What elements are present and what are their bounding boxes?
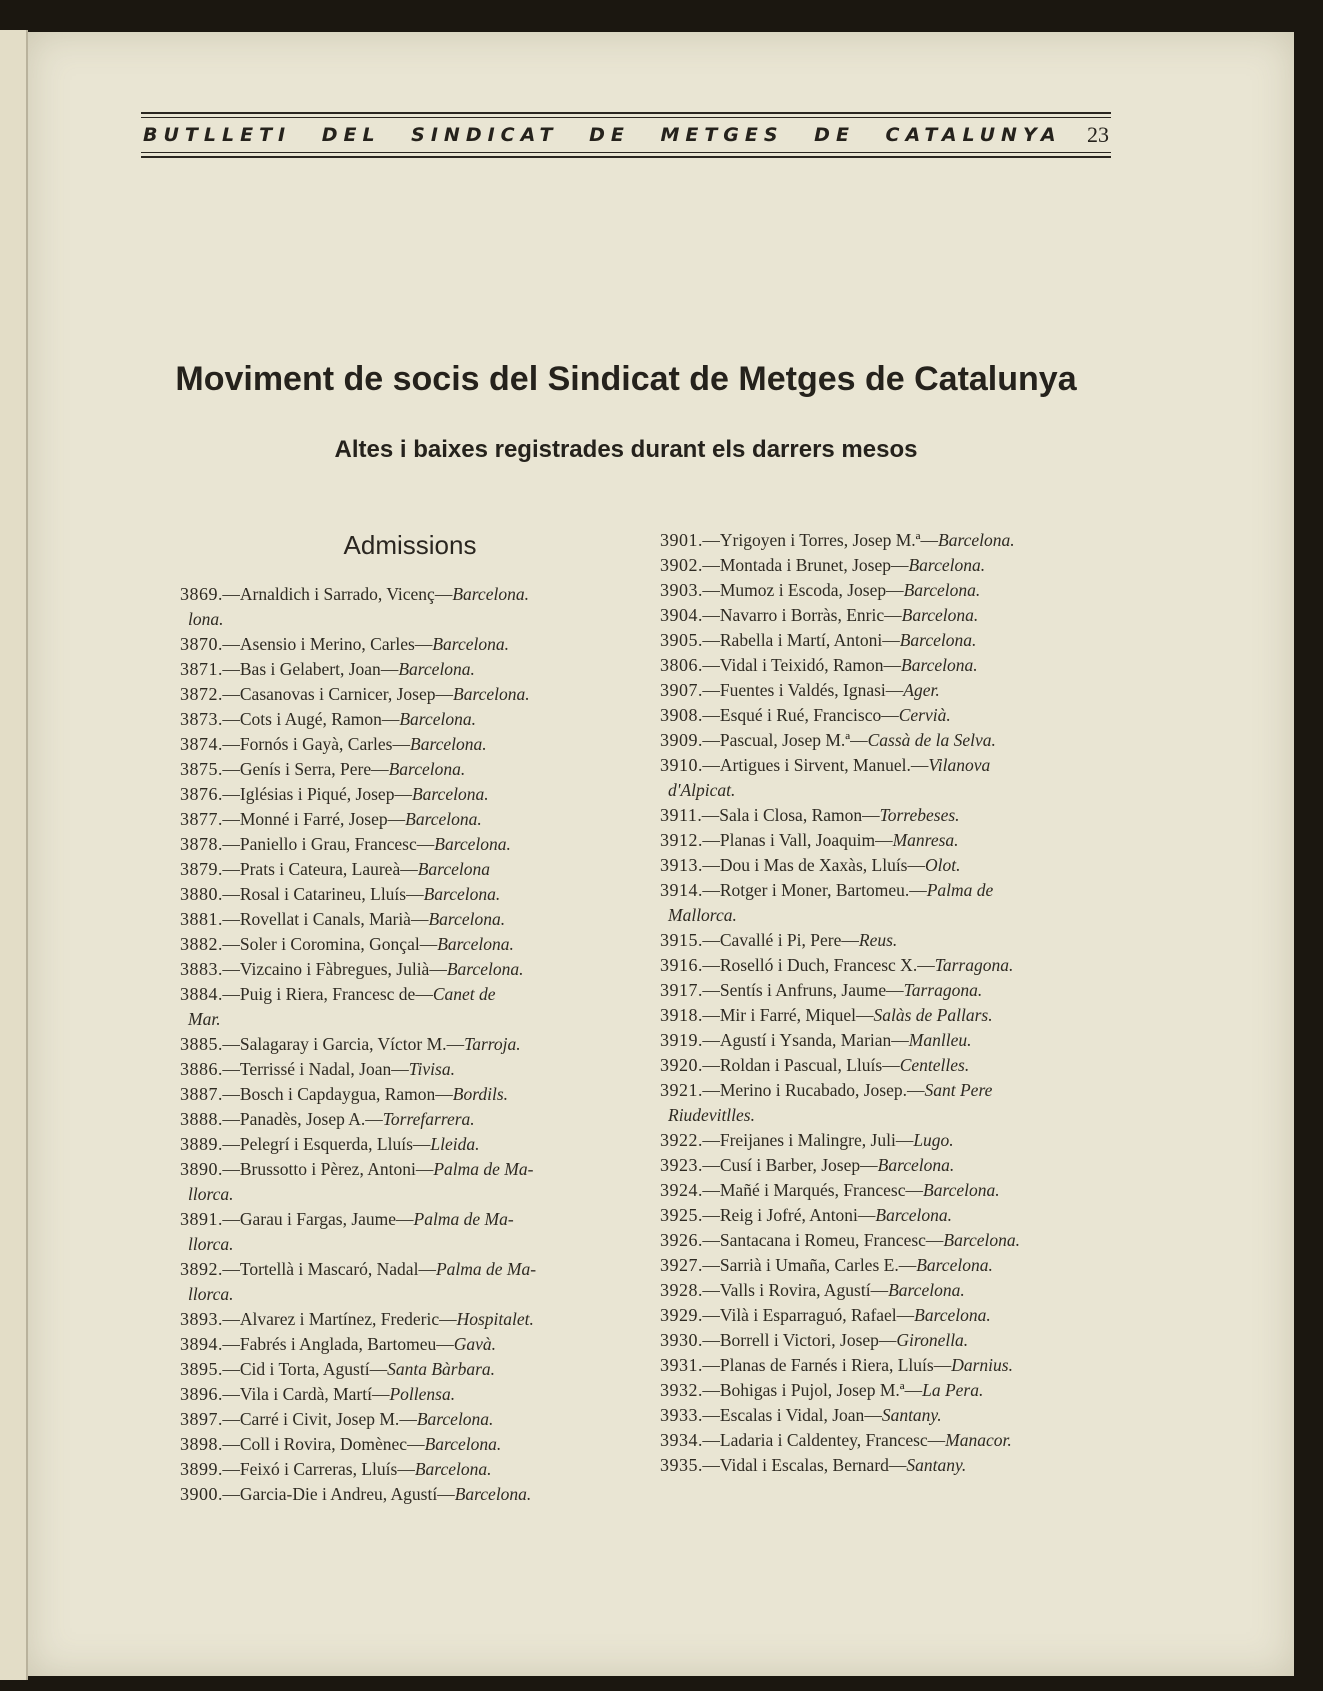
member-place: Barcelona. [414, 1459, 492, 1479]
member-number: 3898 [180, 1434, 218, 1454]
member-place: Tarragona. [903, 980, 983, 1000]
member-number: 3889 [180, 1134, 218, 1154]
member-name: Escalas i Vidal, Joan [719, 1405, 865, 1425]
member-name: Tortellà i Mascaró, Nadal [239, 1259, 419, 1279]
member-name: Asensio i Merino, Carles [239, 634, 415, 654]
member-place: Manresa. [892, 830, 959, 850]
section-heading-admissions: Admissions [343, 530, 477, 560]
member-name: Cots i Augé, Ramon [239, 709, 382, 729]
member-place: Palma de [926, 880, 994, 900]
member-number: 3894 [180, 1334, 218, 1354]
member-name: Vidal i Teixidó, Ramon [719, 655, 884, 675]
member-name: Dou i Mas de Xaxàs, Lluís [719, 855, 908, 875]
member-name: Puig i Riera, Francesc de [239, 984, 416, 1004]
member-place: Palma de Ma- [413, 1209, 514, 1229]
member-number: 3887 [180, 1084, 218, 1104]
member-name: Navarro i Borràs, Enric [719, 605, 885, 625]
member-name: Merino i Rucabado, Josep. [719, 1080, 907, 1100]
member-name: Vidal i Escalas, Bernard [719, 1455, 889, 1475]
member-number: 3915 [660, 930, 698, 950]
member-place: Salàs de Pallars. [873, 1005, 993, 1025]
member-place: Torrefarrera. [382, 1109, 475, 1129]
member-entry: 3923.—Cusí i Barber, Josep—Barcelona. [660, 1155, 955, 1175]
member-entry: 3929.—Vilà i Esparraguó, Rafael—Barcelona. [660, 1305, 991, 1325]
member-entry: 3914.—Rotger i Moner, Bartomeu.—Palma de [660, 880, 994, 900]
member-entry: 3928.—Valls i Rovira, Agustí—Barcelona. [660, 1280, 965, 1300]
member-number: 3869 [180, 584, 218, 604]
member-entry: 3907.—Fuentes i Valdés, Ignasi—Ager. [660, 680, 940, 700]
member-name: Rabella i Martí, Antoni [719, 630, 883, 650]
member-number: 3930 [660, 1330, 698, 1350]
member-place: Barcelona. [423, 884, 501, 904]
member-number: 3921 [660, 1080, 698, 1100]
member-entry: 3869.—Arnaldich i Sarrado, Vicenç—Barcelona. [180, 584, 529, 604]
member-place: Palma de Ma- [435, 1259, 537, 1279]
member-name: Ladaria i Caldentey, Francesc [719, 1430, 928, 1450]
member-number: 3925 [660, 1205, 698, 1225]
member-entry: 3903.—Mumoz i Escoda, Josep—Barcelona. [660, 580, 981, 600]
member-entry: 3880.—Rosal i Catarineu, Lluís—Barcelona. [180, 884, 501, 904]
member-entry: 3879.—Prats i Cateura, Laureà—Barcelona [180, 859, 490, 879]
member-entry: 3916.—Roselló i Duch, Francesc X.—Tarragona. [660, 955, 1014, 975]
member-number: 3924 [660, 1180, 698, 1200]
member-place: Manacor. [945, 1430, 1012, 1450]
member-entry: 3877.—Monné i Farré, Josep—Barcelona. [180, 809, 482, 829]
member-place-continuation: Mallorca. [668, 905, 737, 925]
member-number: 3907 [660, 680, 698, 700]
member-entry: 3927.—Sarrià i Umaña, Carles E.—Barcelona. [660, 1255, 993, 1275]
member-number: 3871 [180, 659, 218, 679]
member-number: 3927 [660, 1255, 698, 1275]
member-name: Pascual, Josep M.ª [719, 730, 851, 750]
member-entry: 3924.—Mañé i Marqués, Francesc—Barcelona. [660, 1180, 1000, 1200]
member-entry: 3911.—Sala i Closa, Ramon—Torrebeses. [660, 805, 960, 825]
header-rule-top [141, 112, 1111, 114]
member-place: Barcelona. [453, 684, 530, 704]
member-name: Cusí i Barber, Josep [719, 1155, 861, 1175]
member-name: Iglésias i Piqué, Josep [239, 784, 395, 804]
member-entry: 3899.—Feixó i Carreras, Lluís—Barcelona. [180, 1459, 492, 1479]
member-number: 3883 [180, 959, 218, 979]
member-name: Arnaldich i Sarrado, Vicenç [239, 584, 435, 604]
member-name: Terrissé i Nadal, Joan [239, 1059, 392, 1079]
member-entry: 3894.—Fabrés i Anglada, Bartomeu—Gavà. [180, 1334, 497, 1354]
member-name: Rovellat i Canals, Marià [239, 909, 411, 929]
member-number: 3878 [180, 834, 218, 854]
member-number: 3876 [180, 784, 218, 804]
member-place: Barcelona. [914, 1305, 991, 1325]
member-name: Paniello i Grau, Francesc [239, 834, 417, 854]
article-subtitle: Altes i baixes registrades durant els darrers mesos [334, 436, 918, 463]
member-place: Barcelona. [411, 784, 489, 804]
member-place: Olot. [925, 855, 961, 875]
member-place: Tarragona. [934, 955, 1014, 975]
member-place: Barcelona. [943, 1230, 1021, 1250]
member-entry: 3935.—Vidal i Escalas, Bernard—Santany. [660, 1455, 967, 1475]
member-place: Santany. [881, 1405, 942, 1425]
left-page-edge [0, 30, 28, 1680]
member-entry: 3884.—Puig i Riera, Francesc de—Canet de [180, 984, 496, 1004]
member-entry: 3922.—Freijanes i Malingre, Juli—Lugo. [660, 1130, 954, 1150]
member-entry: 3926.—Santacana i Romeu, Francesc—Barcelona. [660, 1230, 1021, 1250]
member-name: Borrell i Victori, Josep [719, 1330, 879, 1350]
member-name: Mumoz i Escoda, Josep [719, 580, 887, 600]
member-place: Barcelona. [923, 1180, 1000, 1200]
member-entry: 3895.—Cid i Torta, Agustí—Santa Bàrbara. [180, 1359, 496, 1379]
member-number: 3905 [660, 630, 698, 650]
member-name: Panadès, Josep A. [239, 1109, 366, 1129]
member-number: 3880 [180, 884, 218, 904]
member-name: Casanovas i Carnicer, Josep [239, 684, 436, 704]
member-place: Barcelona. [446, 959, 524, 979]
member-number: 3908 [660, 705, 698, 725]
member-name: Alvarez i Martínez, Frederic [239, 1309, 440, 1329]
member-name: Planas i Vall, Joaquim [719, 830, 876, 850]
member-number: 3892 [180, 1259, 218, 1279]
right-column [660, 528, 1130, 1478]
member-name: Planas de Farnés i Riera, Lluís [719, 1355, 934, 1375]
member-number: 3929 [660, 1305, 698, 1325]
member-entry: 3873.—Cots i Augé, Ramon—Barcelona. [180, 709, 476, 729]
member-entry: 3875.—Genís i Serra, Pere—Barcelona. [180, 759, 466, 779]
member-number: 3888 [180, 1109, 218, 1129]
member-number: 3904 [660, 605, 698, 625]
member-name: Bosch i Capdaygua, Ramon [239, 1084, 436, 1104]
member-number: 3881 [180, 909, 218, 929]
journal-title: BUTLLETI DEL SINDICAT DE METGES DE CATALUNYA [143, 124, 1062, 146]
member-place: Barcelona. [888, 1280, 965, 1300]
member-name: Roldan i Pascual, Lluís [719, 1055, 883, 1075]
member-place: Barcelona. [432, 634, 509, 654]
member-number: 3935 [660, 1455, 698, 1475]
member-name: Cavallé i Pi, Pere [719, 930, 842, 950]
member-name: Garau i Fargas, Jaume [239, 1209, 397, 1229]
member-place: Centelles. [899, 1055, 970, 1075]
member-place: Tarroja. [464, 1034, 521, 1054]
member-name: Pelegrí i Esquerda, Lluís [239, 1134, 413, 1154]
member-number: 3897 [180, 1409, 218, 1429]
member-entry: 3806.—Vidal i Teixidó, Ramon—Barcelona. [660, 655, 978, 675]
member-entry: 3892.—Tortellà i Mascaró, Nadal—Palma de Ma- [180, 1259, 537, 1279]
member-entry: 3902.—Montada i Brunet, Josep—Barcelona. [660, 555, 986, 575]
member-place: Vilanova [928, 755, 991, 775]
member-place: Barcelona. [410, 734, 487, 754]
member-place: Barcelona. [901, 655, 978, 675]
member-place: Barcelona. [452, 584, 529, 604]
member-entry: 3915.—Cavallé i Pi, Pere—Reus. [660, 930, 898, 950]
member-place: Barcelona. [901, 605, 979, 625]
member-entry: 3910.—Artigues i Sirvent, Manuel.—Vilanova [660, 755, 991, 775]
member-name: Feixó i Carreras, Lluís [239, 1459, 398, 1479]
member-entry: 3883.—Vizcaino i Fàbregues, Julià—Barcelona. [180, 959, 524, 979]
member-place: Barcelona. [416, 1409, 494, 1429]
member-number: 3920 [660, 1055, 698, 1075]
member-place: Cervià. [898, 705, 951, 725]
member-number: 3932 [660, 1380, 698, 1400]
member-name: Rotger i Moner, Bartomeu. [719, 880, 910, 900]
member-entry: 3934.—Ladaria i Caldentey, Francesc—Manacor. [660, 1430, 1012, 1450]
member-number: 3903 [660, 580, 698, 600]
member-entry: 3904.—Navarro i Borràs, Enric—Barcelona. [660, 605, 979, 625]
member-name: Salagaray i Garcia, Víctor M. [239, 1034, 447, 1054]
member-place: Barcelona. [405, 809, 482, 829]
member-number: 3879 [180, 859, 218, 879]
member-entry: 3930.—Borrell i Victori, Josep—Gironella. [660, 1330, 969, 1350]
member-place: Darnius. [951, 1355, 1013, 1375]
member-number: 3874 [180, 734, 218, 754]
member-number: 3922 [660, 1130, 698, 1150]
member-place: Santany. [906, 1455, 967, 1475]
member-name: Vila i Cardà, Martí [239, 1384, 372, 1404]
article-title: Moviment de socis del Sindicat de Metges de Catalunya [175, 360, 1077, 398]
member-number: 3877 [180, 809, 218, 829]
member-entry: 3871.—Bas i Gelabert, Joan—Barcelona. [180, 659, 475, 679]
member-entry: 3917.—Sentís i Anfruns, Jaume—Tarragona. [660, 980, 983, 1000]
member-number: 3900 [180, 1484, 218, 1504]
member-entry: 3872.—Casanovas i Carnicer, Josep—Barcelona. [180, 684, 530, 704]
member-entry: 3932.—Bohigas i Pujol, Josep M.ª—La Pera. [660, 1380, 984, 1400]
member-entry: 3870.—Asensio i Merino, Carles—Barcelona. [180, 634, 509, 654]
member-place: Bordils. [452, 1084, 509, 1104]
member-entry: 3897.—Carré i Civit, Josep M.—Barcelona. [180, 1409, 494, 1429]
member-entry: 3885.—Salagaray i Garcia, Víctor M.—Tarroja. [180, 1034, 521, 1054]
member-place: Pollensa. [389, 1384, 456, 1404]
member-place: Tivisa. [408, 1059, 455, 1079]
member-entry: 3882.—Soler i Coromina, Gonçal—Barcelona. [180, 934, 514, 954]
header-row [141, 118, 1111, 152]
member-name: Soler i Coromina, Gonçal [239, 934, 420, 954]
member-entry: 3886.—Terrissé i Nadal, Joan—Tivisa. [180, 1059, 455, 1079]
member-place: Ager. [903, 680, 940, 700]
member-place: La Pera. [922, 1380, 984, 1400]
member-entry: 3913.—Dou i Mas de Xaxàs, Lluís—Olot. [660, 855, 961, 875]
member-number: 3913 [660, 855, 698, 875]
member-place: Barcelona. [938, 530, 1015, 550]
member-entry: 3919.—Agustí i Ysanda, Marian—Manlleu. [660, 1030, 972, 1050]
member-place: Barcelona. [388, 759, 466, 779]
member-number: 3870 [180, 634, 218, 654]
member-place: Barcelona. [903, 580, 981, 600]
member-number: 3899 [180, 1459, 218, 1479]
member-name: Garcia-Die i Andreu, Agustí [239, 1484, 438, 1504]
member-place-continuation: Mar. [188, 1009, 221, 1029]
member-name: Mir i Farré, Miquel [719, 1005, 856, 1025]
member-entry: 3889.—Pelegrí i Esquerda, Lluís—Lleida. [180, 1134, 480, 1154]
member-entry: 3925.—Reig i Jofré, Antoni—Barcelona. [660, 1205, 953, 1225]
member-place: Cassà de la Selva. [867, 730, 996, 750]
member-number: 3893 [180, 1309, 218, 1329]
header-rule-bottom [141, 156, 1111, 158]
member-name: Reig i Jofré, Antoni [719, 1205, 858, 1225]
member-place: Lleida. [430, 1134, 480, 1154]
member-entry: 3891.—Garau i Fargas, Jaume—Palma de Ma- [180, 1209, 514, 1229]
member-number: 3933 [660, 1405, 698, 1425]
member-place-continuation: d'Alpicat. [668, 780, 736, 800]
member-entry: 3920.—Roldan i Pascual, Lluís—Centelles. [660, 1055, 970, 1075]
member-name: Vizcaino i Fàbregues, Julià [239, 959, 430, 979]
member-name: Genís i Serra, Pere [239, 759, 372, 779]
member-name: Monné i Farré, Josep [239, 809, 388, 829]
member-entry: 3893.—Alvarez i Martínez, Frederic—Hospitalet. [180, 1309, 534, 1329]
member-place: Barcelona. [399, 709, 476, 729]
member-number: 3912 [660, 830, 698, 850]
member-place: Canet de [432, 984, 496, 1004]
member-name: Cid i Torta, Agustí [239, 1359, 370, 1379]
member-entry: 3878.—Paniello i Grau, Francesc—Barcelona. [180, 834, 511, 854]
member-place: Hospitalet. [456, 1309, 534, 1329]
member-name: Freijanes i Malingre, Juli [719, 1130, 896, 1150]
member-name: Vilà i Esparraguó, Rafael [719, 1305, 897, 1325]
member-number: 3918 [660, 1005, 698, 1025]
member-number: 3902 [660, 555, 698, 575]
member-number: 3919 [660, 1030, 698, 1050]
member-number: 3872 [180, 684, 218, 704]
member-name: Prats i Cateura, Laureà [239, 859, 401, 879]
member-place: Lugo. [913, 1130, 954, 1150]
member-place: Sant Pere [924, 1080, 993, 1100]
member-entry: 3900.—Garcia-Die i Andreu, Agustí—Barcelona. [180, 1484, 532, 1504]
member-place: Palma de Ma- [433, 1159, 534, 1179]
member-name: Fabrés i Anglada, Bartomeu [239, 1334, 437, 1354]
member-place: Barcelona. [454, 1484, 532, 1504]
member-name: Sala i Closa, Ramon [719, 805, 863, 825]
member-number: 3934 [660, 1430, 698, 1450]
member-place: Barcelona. [437, 934, 514, 954]
member-place: Reus. [858, 930, 898, 950]
member-name: Sarrià i Umaña, Carles E. [719, 1255, 899, 1275]
member-place: Torrebeses. [879, 805, 960, 825]
member-number: 3928 [660, 1280, 698, 1300]
member-name: Montada i Brunet, Josep [719, 555, 891, 575]
member-entry: 3887.—Bosch i Capdaygua, Ramon—Bordils. [180, 1084, 509, 1104]
member-number: 3910 [660, 755, 698, 775]
member-place: Barcelona [417, 859, 490, 879]
member-name: Fuentes i Valdés, Ignasi [719, 680, 886, 700]
member-number: 3901 [660, 530, 698, 550]
member-entry: 3896.—Vila i Cardà, Martí—Pollensa. [180, 1384, 456, 1404]
running-header [141, 112, 1111, 158]
member-name: Bohigas i Pujol, Josep M.ª [719, 1380, 905, 1400]
member-place: Santa Bàrbara. [387, 1359, 496, 1379]
member-place: Gironella. [896, 1330, 969, 1350]
member-entry: 3912.—Planas i Vall, Joaquim—Manresa. [660, 830, 959, 850]
member-entry: 3909.—Pascual, Josep M.ª—Cassà de la Selva. [660, 730, 996, 750]
member-name: Sentís i Anfruns, Jaume [719, 980, 887, 1000]
member-place: Barcelona. [424, 1434, 502, 1454]
member-place: Barcelona. [428, 909, 506, 929]
member-number: 3873 [180, 709, 218, 729]
member-name: Santacana i Romeu, Francesc [719, 1230, 926, 1250]
left-column [180, 582, 650, 1507]
member-number: 3875 [180, 759, 218, 779]
member-name: Fornós i Gayà, Carles [239, 734, 393, 754]
member-entry: 3905.—Rabella i Martí, Antoni—Barcelona. [660, 630, 977, 650]
member-entry: 3901.—Yrigoyen i Torres, Josep M.ª—Barcelona. [660, 530, 1015, 550]
member-place-continuation: Riudevitlles. [668, 1105, 755, 1125]
member-entry: 3881.—Rovellat i Canals, Marià—Barcelona. [180, 909, 506, 929]
member-place-continuation: llorca. [188, 1184, 234, 1204]
member-name: Rosal i Catarineu, Lluís [239, 884, 407, 904]
member-entry: 3908.—Esqué i Rué, Francisco—Cervià. [660, 705, 951, 725]
member-name: Carré i Civit, Josep M. [239, 1409, 400, 1429]
member-name: Yrigoyen i Torres, Josep M.ª [719, 530, 921, 550]
member-name: Valls i Rovira, Agustí [719, 1280, 871, 1300]
page-number: 23 [1087, 122, 1109, 147]
member-place: Gavà. [453, 1334, 497, 1354]
member-entry: 3921.—Merino i Rucabado, Josep.—Sant Pere [660, 1080, 993, 1100]
member-entry: 3931.—Planas de Farnés i Riera, Lluís—Darnius. [660, 1355, 1013, 1375]
member-name: Bas i Gelabert, Joan [239, 659, 381, 679]
member-place: Barcelona. [875, 1205, 953, 1225]
member-number: 3926 [660, 1230, 698, 1250]
member-number: 3896 [180, 1384, 218, 1404]
member-name: Artigues i Sirvent, Manuel. [719, 755, 911, 775]
member-place: Manlleu. [908, 1030, 972, 1050]
member-place-continuation: llorca. [188, 1234, 234, 1254]
member-number: 3890 [180, 1159, 218, 1179]
member-number: 3806 [660, 655, 698, 675]
member-number: 3884 [180, 984, 218, 1004]
member-name: Coll i Rovira, Domènec [239, 1434, 408, 1454]
member-number: 3923 [660, 1155, 698, 1175]
member-place: Barcelona. [908, 555, 986, 575]
member-entry: 3888.—Panadès, Josep A.—Torrefarrera. [180, 1109, 475, 1129]
member-place: Barcelona. [434, 834, 511, 854]
member-place-continuation: llorca. [188, 1284, 234, 1304]
member-number: 3931 [660, 1355, 698, 1375]
member-place: Barcelona. [398, 659, 475, 679]
member-place: Barcelona. [899, 630, 977, 650]
member-place: Barcelona. [877, 1155, 955, 1175]
member-number: 3914 [660, 880, 698, 900]
member-number: 3886 [180, 1059, 218, 1079]
member-number: 3917 [660, 980, 698, 1000]
member-name: Esqué i Rué, Francisco [719, 705, 882, 725]
member-entry: 3890.—Brussotto i Pèrez, Antoni—Palma de Ma- [180, 1159, 534, 1179]
member-number: 3882 [180, 934, 218, 954]
member-number: 3885 [180, 1034, 218, 1054]
member-place-continuation: lona. [188, 609, 224, 629]
member-entry: 3918.—Mir i Farré, Miquel—Salàs de Pallars. [660, 1005, 993, 1025]
member-entry: 3898.—Coll i Rovira, Domènec—Barcelona. [180, 1434, 502, 1454]
member-entry: 3876.—Iglésias i Piqué, Josep—Barcelona. [180, 784, 489, 804]
member-number: 3911 [660, 805, 698, 825]
member-name: Agustí i Ysanda, Marian [719, 1030, 892, 1050]
header-rule-bottom-thin [141, 152, 1111, 153]
member-entry: 3874.—Fornós i Gayà, Carles—Barcelona. [180, 734, 487, 754]
member-number: 3916 [660, 955, 698, 975]
member-name: Mañé i Marqués, Francesc [719, 1180, 906, 1200]
member-number: 3891 [180, 1209, 218, 1229]
member-name: Roselló i Duch, Francesc X. [719, 955, 918, 975]
member-place: Barcelona. [916, 1255, 993, 1275]
member-number: 3909 [660, 730, 698, 750]
member-name: Brussotto i Pèrez, Antoni [239, 1159, 416, 1179]
member-entry: 3933.—Escalas i Vidal, Joan—Santany. [660, 1405, 942, 1425]
member-number: 3895 [180, 1359, 218, 1379]
